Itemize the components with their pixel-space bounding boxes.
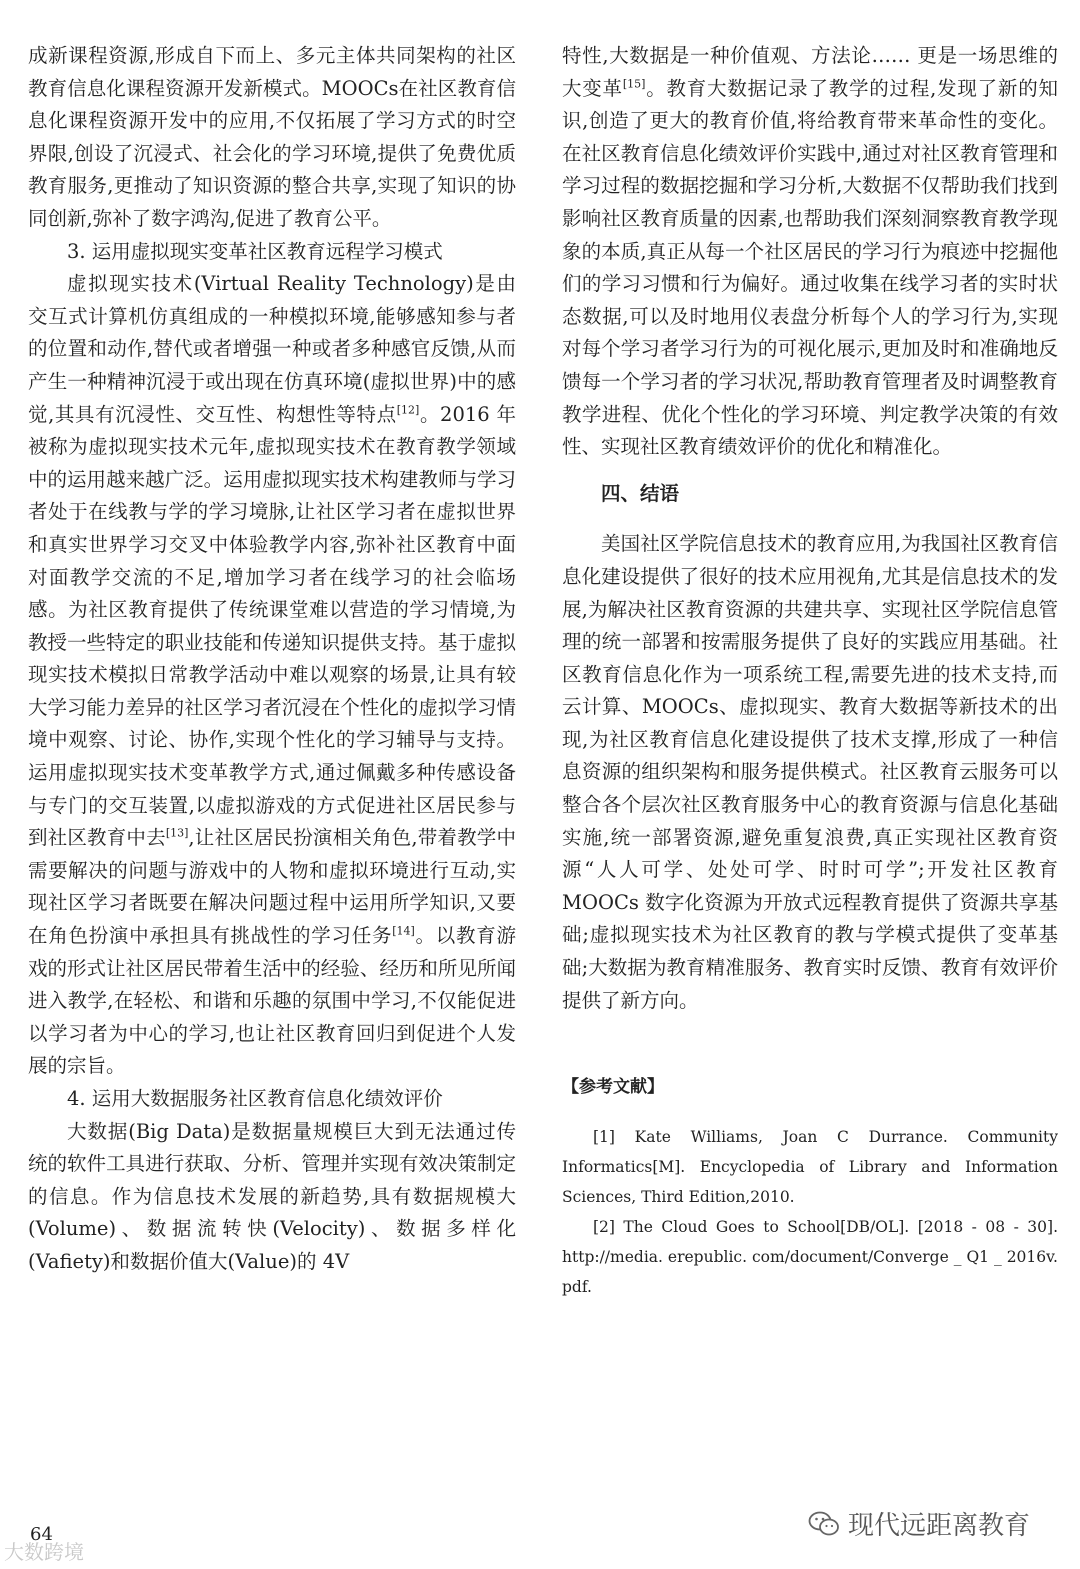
section-heading-conclusion: 四、结语 [601,481,680,505]
page-number: 64 [30,1524,53,1545]
paragraph-bigdata-cont: 特性,大数据是一种价值观、方法论…… 更是一场思维的大变革[15]。教育大数据记录了教学的过程,发现了新的知识,创造了更大的教育价值,将给教育带来革命性的变化。在社区教育信息化绩效评价实践中,通过对社区教育管理和学习过程的数据挖掘和学习分析,大数据不仅帮助我们找到影响社区教育质量的因素,也帮助我们深刻洞察教育教学现象的本质,真正从每一个社区居民的学习行为痕迹中挖掘他们的学习习惯和行为偏好。通过收集在线学习者的实时状态数据,可以及时地用仪表盘分析每个人的学习行为,实现对每个学习者学习行为的可视化展示,更加及时和准确地反馈每一个学习者的学习状况,帮助教育管理者及时调整教育教学进程、优化个性化的学习环境、判定教学决策的有效性、实现社区教育绩效评价的优化和精准化。 [562,44,1058,459]
citation-15[interactable]: [15] [622,77,646,91]
wechat-icon [808,1510,840,1538]
wechat-account-name: 现代远距离教育 [848,1511,1031,1541]
citation-14[interactable]: [14] [392,924,415,938]
reference-item-1: [1] Kate Williams, Joan C Durrance. Community Informatics[M]. Encyclopedia of Library and Information Sciences, Third Edition,2010. [562,1127,1058,1206]
paragraph-conclusion: 美国社区学院信息技术的教育应用,为我国社区教育信息化建设提供了很好的技术应用视角,尤其是信息技术的发展,为解决社区教育资源的共建共享、实现社区学院信息管理的统一部署和按需服务提供了良好的实践应用基础。社区教育信息化作为一项系统工程,需要先进的技术支持,而云计算、MOOCs、虚拟现实、教育大数据等新技术的出现,为社区教育信息化建设提供了技术支撑,形成了一种信息资源的组织架构和服务提供模式。社区教育云服务可以整合各个层次社区教育服务中心的教育资源与信息化基础实施,统一部署资源,避免重复浪费,真正实现社区教育资源“人人可学、处处可学、时时可学”;开发社区教育 MOOCs 数字化资源为开放式远程教育提供了资源共享基础;虚拟现实技术为社区教育的教与学模式提供了变革基础;大数据为教育精准服务、教育实时反馈、教育有效评价提供了新方向。 [562,532,1058,1012]
references-title: 【参考文献】 [562,1077,664,1098]
paragraph-bigdata-intro: 大数据(Big Data)是数据量规模巨大到无法通过传统的软件工具进行获取、分析、管理并实现有效决策制定的信息。作为信息技术发展的新趋势,具有数据规模大(Volume)、数据流转快(Velocity)、数据多样化(Vafiety)和数据价值大(Value)的 4V [28,1119,516,1273]
wechat-watermark [808,1505,1030,1542]
citation-12[interactable]: [12] [396,403,420,417]
paragraph-vr: 虚拟现实技术(Virtual Reality Technology)是由交互式计算机仿真组成的一种模拟环境,能够感知参与者的位置和动作,替代或者增强一种或者多种感官反馈,从而产生一种精神沉浸于或出现在仿真环境(虚拟世界)中的感觉,其具有沉浸性、交互性、构想性等特点[12]。2016 年被称为虚拟现实技术元年,虚拟现实技术在教育教学领域中的运用越来越广泛。运用虚拟现实技术构建教师与学习者处于在线教与学的学习境脉,让社区学习者在虚拟世界和真实世界学习交叉中体验教学内容,弥补社区教育中面对面教学交流的不足,增加学习者在线学习的社会临场感。为社区教育提供了传统课堂难以营造的学习情境,为教授一些特定的职业技能和传递知识提供支持。基于虚拟现实技术模拟日常教学活动中难以观察的场景,让具有较大学习能力差异的社区学习者沉浸在个性化的虚拟学习情境中观察、讨论、协作,实现个性化的学习辅导与支持。运用虚拟现实技术变革教学方式,通过佩戴多种传感设备与专门的交互装置,以虚拟游戏的方式促进社区居民参与到社区教育中去[13],让社区居民扮演相关角色,带着教学中需要解决的问题与游戏中的人物和虚拟环境进行互动,实现社区学习者既要在解决问题过程中运用所学知识,又要在角色扮演中承担具有挑战性的学习任务[14]。以教育游戏的形式让社区居民带着生活中的经验、经历和所见所闻进入教学,在轻松、和谐和乐趣的氛围中学习,不仅能促进以学习者为中心的学习,也让社区教育回归到促进个人发展的宗旨。 [28,272,516,1078]
citation-13[interactable]: [13] [165,826,189,840]
section-heading-bigdata: 4. 运用大数据服务社区教育信息化绩效评价 [67,1087,443,1110]
watermark-logo: 大数跨境 [4,1540,84,1564]
right-column [562,40,1058,1302]
left-column [28,40,516,1279]
paragraph-moocs-conclusion: 成新课程资源,形成自下而上、多元主体共同架构的社区教育信息化课程资源开发新模式。MOOCs在社区教育信息化课程资源开发中的应用,不仅拓展了学习方式的时空界限,创设了沉浸式、社会化的学习环境,提供了免费优质教育服务,更推动了知识资源的整合共享,实现了知识的协同创新,弥补了数字鸿沟,促进了教育公平。 [28,44,516,230]
section-heading-vr: 3. 运用虚拟现实变革社区教育远程学习模式 [67,239,443,263]
reference-item-2[interactable]: [2] The Cloud Goes to School[DB/OL]. [2018 - 08 - 30]. http://media. erepublic. com/document/Converge _ Q1 _ 2016v. pdf. [562,1217,1058,1296]
